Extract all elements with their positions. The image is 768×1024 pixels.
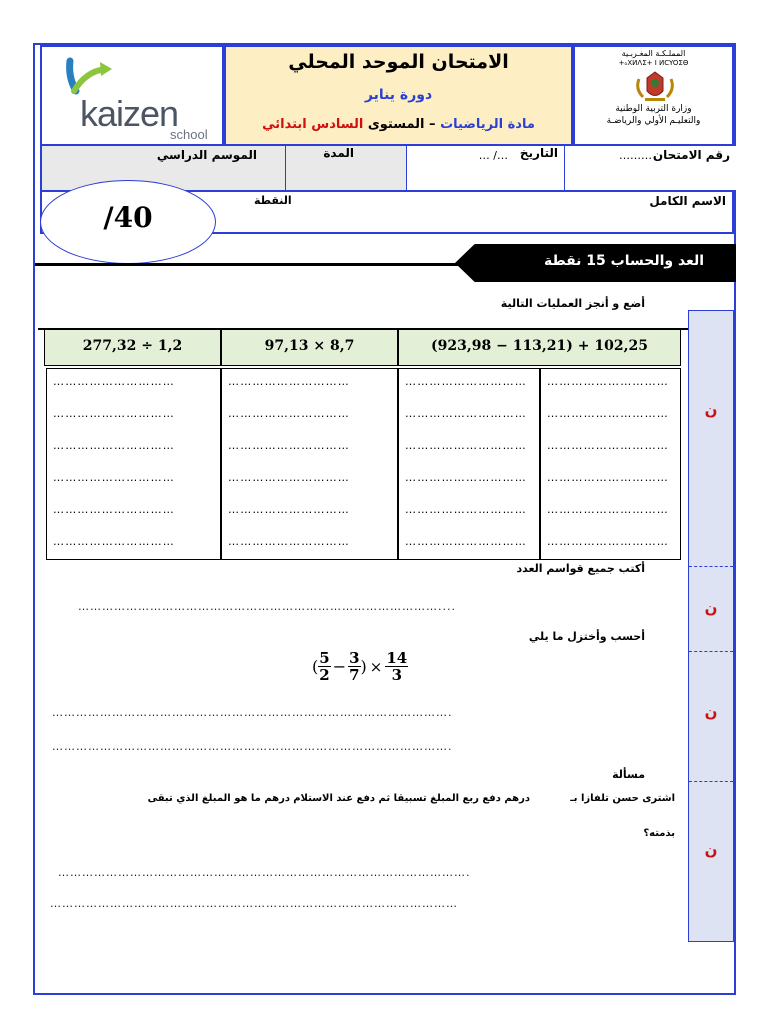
q4-answer-line-1[interactable]: …………………………………………………………………………………………. <box>58 866 471 879</box>
date-cell[interactable] <box>406 146 564 190</box>
answer-dotline: ………………………… <box>547 503 669 516</box>
fraction-c-den: 3 <box>391 666 403 684</box>
n-marker-2: ن <box>704 599 718 617</box>
ministry-line1: المملـكـة المغـربـية <box>621 49 686 58</box>
answer-dotline: ………………………… <box>53 535 175 548</box>
answer-dotline: ………………………… <box>228 375 350 388</box>
school-logo-box <box>40 45 224 146</box>
answer-cell-division[interactable] <box>46 368 221 560</box>
answer-dotline: ………………………… <box>547 407 669 420</box>
answer-dotline: ………………………… <box>547 471 669 484</box>
q3-expression <box>312 650 432 694</box>
answer-dotline: ………………………… <box>547 439 669 452</box>
answer-dotline: ………………………… <box>53 407 175 420</box>
q4-text-part1: اشترى حسن تلفازا بـ <box>570 793 675 804</box>
score-oval <box>40 180 216 264</box>
exam-number-value: ……… <box>619 149 652 162</box>
op-cell <box>398 329 681 366</box>
answer-dotline: ………………………… <box>53 375 175 388</box>
level-value: السادس ابتدائي <box>262 117 364 132</box>
answer-dotline: ………………………… <box>228 471 350 484</box>
q4-text-part2: درهم دفع ربع المبلغ تسبيقا ثم دفع عند الاستلام <box>293 793 530 804</box>
ministry-line4: والتعليـم الأولي والرياضـة <box>606 116 701 126</box>
duration-cell <box>285 146 406 190</box>
answer-dotline: ………………………… <box>228 535 350 548</box>
fraction-b <box>348 650 360 683</box>
answer-cell-multiplication[interactable] <box>221 368 398 560</box>
q4-text-part4: بذمته؟ <box>643 828 675 839</box>
answer-dotline: ………………………… <box>547 535 669 548</box>
side-divider <box>689 566 733 567</box>
side-divider <box>689 781 733 782</box>
n-marker-1: ن <box>704 401 718 419</box>
n-marker-3: ن <box>704 703 718 721</box>
exam-title: الامتحان الموحد المحلي <box>288 51 509 73</box>
section-rule <box>35 263 465 266</box>
q2-answer-line[interactable]: ……………………………………………………………………………….... <box>78 600 456 613</box>
answer-dotline: ………………………… <box>53 471 175 484</box>
logo-word: kaizen <box>80 93 179 134</box>
answer-dotline: ………………………… <box>228 503 350 516</box>
ministry-box <box>573 45 734 146</box>
answer-dotline: ………………………… <box>405 407 527 420</box>
operation-division: 277,32 ÷ 1,2 <box>82 338 183 354</box>
answer-dotline: ………………………… <box>228 439 350 452</box>
logo-subword: school <box>170 127 208 142</box>
exam-number-label: رقم الامتحان <box>652 148 730 162</box>
score-value: /40 <box>103 201 153 234</box>
answer-dotline: ………………………… <box>405 535 527 548</box>
fullname-label: الاسم الكامل <box>649 194 726 208</box>
exam-session: دورة يناير <box>364 87 433 103</box>
q4-text-part3: درهم ما هو المبلغ الذي تبقى <box>147 793 290 804</box>
fraction-c-num: 14 <box>386 649 408 667</box>
side-divider <box>689 651 733 652</box>
op-cell <box>221 329 398 366</box>
season-label: الموسم الدراسي <box>156 148 257 162</box>
fraction-b-num: 3 <box>349 649 360 667</box>
paren-close: ) <box>360 657 367 676</box>
q3-answer-line-1[interactable]: ………………………………………………………………………………………. <box>52 706 453 719</box>
answer-dotline: ………………………… <box>405 471 527 484</box>
answer-cell-addition[interactable] <box>540 368 681 560</box>
subject-name: مادة الرياضيات <box>440 117 535 132</box>
paren-open: ( <box>312 657 319 676</box>
n-marker-4: ن <box>704 841 718 859</box>
fraction-c <box>385 650 408 683</box>
q4-title: مسألة <box>612 768 645 781</box>
operation-add-sub: (923,98 − 113,21) + 102,25 <box>431 338 648 354</box>
ministry-line2: +ₒXИΛΣ+ I ИCYOΣΘ <box>618 59 689 67</box>
answer-dotline: ………………………… <box>228 407 350 420</box>
q1-table-header <box>44 329 681 366</box>
exam-number-cell[interactable] <box>564 146 736 190</box>
date-label: التاريخ <box>519 146 558 160</box>
q4-answer-line-2[interactable]: ………………………………………………………………………………………… <box>50 897 458 910</box>
minus-sign: − <box>332 657 347 676</box>
score-side-column <box>688 310 734 942</box>
fraction-a-den: 2 <box>319 666 330 684</box>
fraction-b-den: 7 <box>349 666 360 684</box>
duration-label: المدة <box>323 146 354 160</box>
q1-table-rule <box>38 328 688 330</box>
answer-dotline: ………………………… <box>405 375 527 388</box>
subject-line <box>226 117 571 132</box>
level-label: – المستوى <box>367 117 436 132</box>
answer-dotline: ………………………… <box>53 503 175 516</box>
times-sign: × <box>369 657 383 676</box>
fraction-a <box>318 650 330 683</box>
section-title: العد والحساب 15 نقطة <box>543 253 704 269</box>
score-label: النقطة <box>254 194 292 207</box>
exam-title-box <box>224 45 573 146</box>
answer-cell-subtraction[interactable] <box>398 368 540 560</box>
answer-dotline: ………………………… <box>53 439 175 452</box>
answer-dotline: ………………………… <box>405 503 527 516</box>
ministry-line3: وزارة التربية الوطنية <box>615 104 692 114</box>
q3-instruction: أحسب وأختزل ما يلي <box>528 630 645 643</box>
q1-instruction: أضع و أنجز العمليات التالية <box>500 297 645 310</box>
fraction-a-num: 5 <box>319 649 330 667</box>
q2-instruction: أكتب جميع قواسم العدد <box>516 562 645 575</box>
answer-dotline: ………………………… <box>547 375 669 388</box>
coat-of-arms-icon <box>633 69 677 103</box>
answer-dotline: ………………………… <box>405 439 527 452</box>
date-value: … /… <box>478 149 508 162</box>
q3-answer-line-2[interactable]: ………………………………………………………………………………………. <box>52 740 453 753</box>
op-cell <box>44 329 221 366</box>
operation-multiplication: 97,13 × 8,7 <box>264 338 355 354</box>
